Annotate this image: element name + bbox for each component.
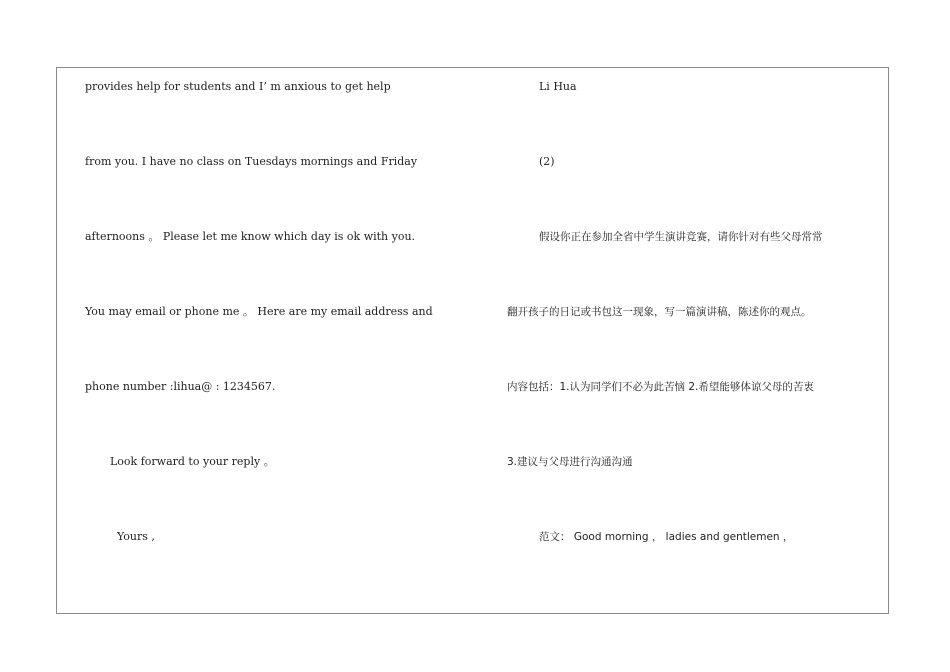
- prompt-line-4: 3.建议与父母进行沟通沟通: [507, 456, 633, 468]
- signature-name: Li Hua: [539, 80, 577, 93]
- document-frame: [56, 67, 889, 614]
- section-number: (2): [539, 155, 555, 168]
- letter-line-4: You may email or phone me 。 Here are my email address and: [85, 305, 433, 318]
- letter-line-3: afternoons 。 Please let me know which day is ok with you.: [85, 230, 416, 243]
- letter-line-5: phone number :lihua@ : 1234567.: [85, 380, 276, 393]
- letter-closing-line: Look forward to your reply 。: [110, 455, 275, 468]
- sample-essay-opening: 范文： Good morning ， ladies and gentlemen ，: [539, 531, 794, 543]
- prompt-line-1: 假设你正在参加全省中学生演讲竞赛，请你针对有些父母常常: [539, 231, 823, 243]
- letter-line-2: from you. I have no class on Tuesdays mornings and Friday: [85, 155, 418, 168]
- letter-signoff: Yours ,: [117, 530, 155, 543]
- prompt-line-2: 翻开孩子的日记或书包这一现象，写一篇演讲稿，陈述你的观点。: [507, 306, 812, 318]
- prompt-line-3: 内容包括：1.认为同学们不必为此苦恼 2.希望能够体谅父母的苦衷: [507, 381, 814, 393]
- letter-line-1: provides help for students and I’ m anxious to get help: [85, 80, 391, 93]
